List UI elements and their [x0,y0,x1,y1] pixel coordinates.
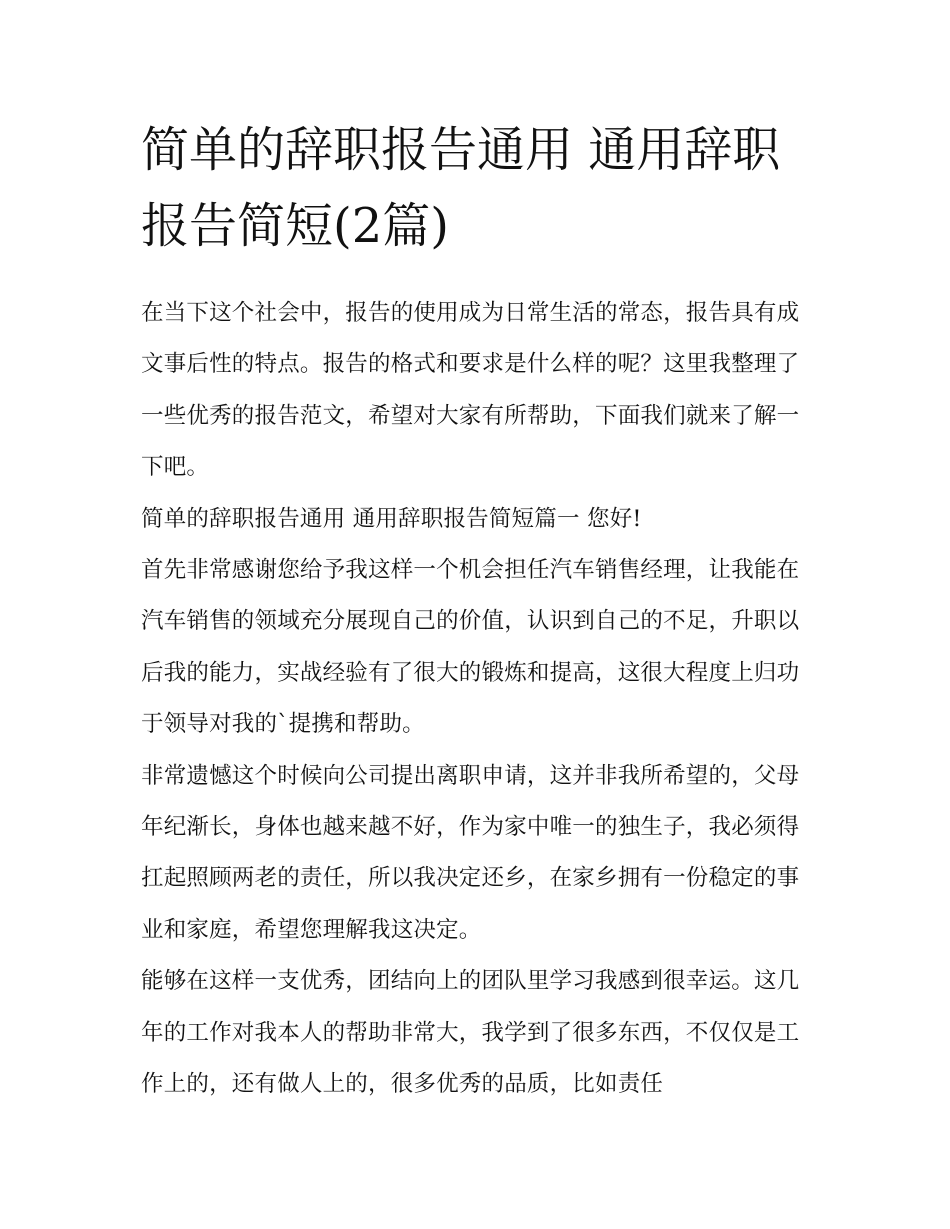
document-page [141,112,813,1111]
document-body [141,288,813,1111]
paragraph-reason: 非常遗憾这个时候向公司提出离职申请，这并非我所希望的，父母年纪渐长，身体也越来越不好，作为家中唯一的独生子，我必须得扛起照顾两老的责任，所以我决定还乡，在家乡拥有一份稳定的事业和家庭，希望您理解我这决定。 [141,762,800,943]
paragraph-team: 能够在这样一支优秀，团结向上的团队里学习我感到很幸运。这几年的工作对我本人的帮助非常大，我学到了很多东西，不仅仅是工作上的，还有做人上的，很多优秀的品质，比如责任 [141,968,800,1098]
document-title: 简单的辞职报告通用 通用辞职报告简短(2篇) [141,122,781,254]
paragraph-thanks: 首先非常感谢您给予我这样一个机会担任汽车销售经理，让我能在汽车销售的领域充分展现自己的价值，认识到自己的不足，升职以后我的能力，实战经验有了很大的锻炼和提高，这很大程度上归功于领导对我的`提携和帮助。 [141,557,800,738]
paragraph-intro: 在当下这个社会中，报告的使用成为日常生活的常态，报告具有成文事后性的特点。报告的格式和要求是什么样的呢？这里我整理了一些优秀的报告范文，希望对大家有所帮助，下面我们就来了解一下吧。 [141,300,800,481]
paragraph-heading-greeting: 简单的辞职报告通用 通用辞职报告简短篇一 您好! [141,505,642,532]
